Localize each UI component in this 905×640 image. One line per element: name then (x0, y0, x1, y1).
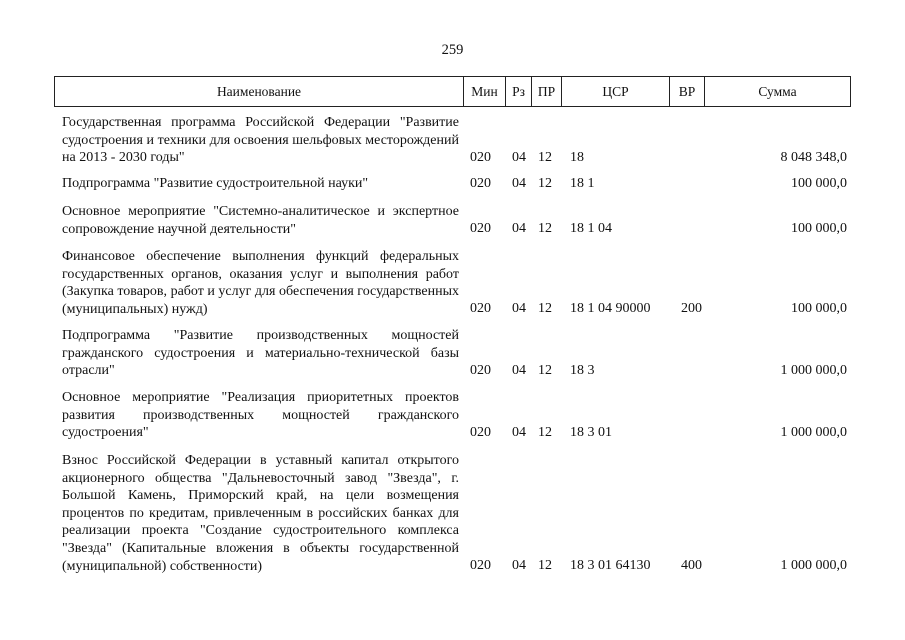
row-name: Подпрограмма "Развитие судостроительной науки" (62, 176, 369, 191)
row-rz: 04 (512, 221, 526, 236)
row-pr: 12 (538, 176, 552, 191)
row-pr: 12 (538, 558, 552, 573)
row-pr: 12 (538, 425, 552, 440)
row-min: 020 (470, 221, 491, 236)
row-sum: 8 048 348,0 (780, 150, 847, 165)
row-pr: 12 (538, 301, 552, 316)
header-sum: Сумма (705, 77, 851, 107)
row-min: 020 (470, 363, 491, 378)
row-pr: 12 (538, 150, 552, 165)
header-pr: ПР (532, 77, 562, 107)
row-rz: 04 (512, 176, 526, 191)
table-header (54, 76, 851, 107)
row-rz: 04 (512, 363, 526, 378)
header-min: Мин (464, 77, 506, 107)
row-name: Финансовое обеспечение выполнения функций федеральных государственных органов, оказания услуг и выполнения работ (Закупка товаров, работ и услуг для обеспечения государственных (муниципальных) нужд) (62, 249, 459, 317)
row-sum: 100 000,0 (791, 301, 847, 316)
row-rz: 04 (512, 425, 526, 440)
row-rz: 04 (512, 150, 526, 165)
row-min: 020 (470, 558, 491, 573)
row-csr: 18 1 04 (570, 221, 612, 236)
row-min: 020 (470, 150, 491, 165)
row-csr: 18 1 (570, 176, 595, 191)
row-name: Взнос Российской Федерации в уставный капитал открытого акционерного общества "Дальневосточный завод "Звезда", г. Большой Камень, Приморский край, на цели возмещения процентов по кредитам, привлеченным в российских банках для реализации проекта "Создание судостроительного комплекса "Звезда" (Капитальные вложения в объекты государственной (муниципальной) собственности) (62, 453, 459, 574)
row-min: 020 (470, 301, 491, 316)
row-min: 020 (470, 176, 491, 191)
row-sum: 1 000 000,0 (780, 425, 847, 440)
row-min: 020 (470, 425, 491, 440)
header-rz: Рз (506, 77, 532, 107)
row-name: Основное мероприятие "Реализация приоритетных проектов развития производственных мощностей гражданского судостроения" (62, 390, 459, 441)
row-csr: 18 (570, 150, 584, 165)
row-vr: 400 (681, 558, 702, 573)
header-vr: ВР (670, 77, 705, 107)
row-name: Основное мероприятие "Системно-аналитическое и экспертное сопровождение научной деятельности" (62, 204, 459, 237)
row-sum: 100 000,0 (791, 221, 847, 236)
row-vr: 200 (681, 301, 702, 316)
header-name: Наименование (55, 77, 464, 107)
row-name: Подпрограмма "Развитие производственных мощностей гражданского судостроения и материально-технической базы отрасли" (62, 328, 459, 379)
row-csr: 18 1 04 90000 (570, 301, 651, 316)
header-csr: ЦСР (562, 77, 670, 107)
row-csr: 18 3 (570, 363, 595, 378)
page-number: 259 (441, 42, 464, 58)
row-sum: 100 000,0 (791, 176, 847, 191)
row-pr: 12 (538, 363, 552, 378)
row-name: Государственная программа Российской Федерации "Развитие судостроения и техники для освоения шельфовых месторождений на 2013 - 2030 годы" (62, 115, 459, 166)
row-sum: 1 000 000,0 (780, 363, 847, 378)
row-pr: 12 (538, 221, 552, 236)
row-sum: 1 000 000,0 (780, 558, 847, 573)
row-rz: 04 (512, 301, 526, 316)
row-rz: 04 (512, 558, 526, 573)
row-csr: 18 3 01 (570, 425, 612, 440)
row-csr: 18 3 01 64130 (570, 558, 651, 573)
